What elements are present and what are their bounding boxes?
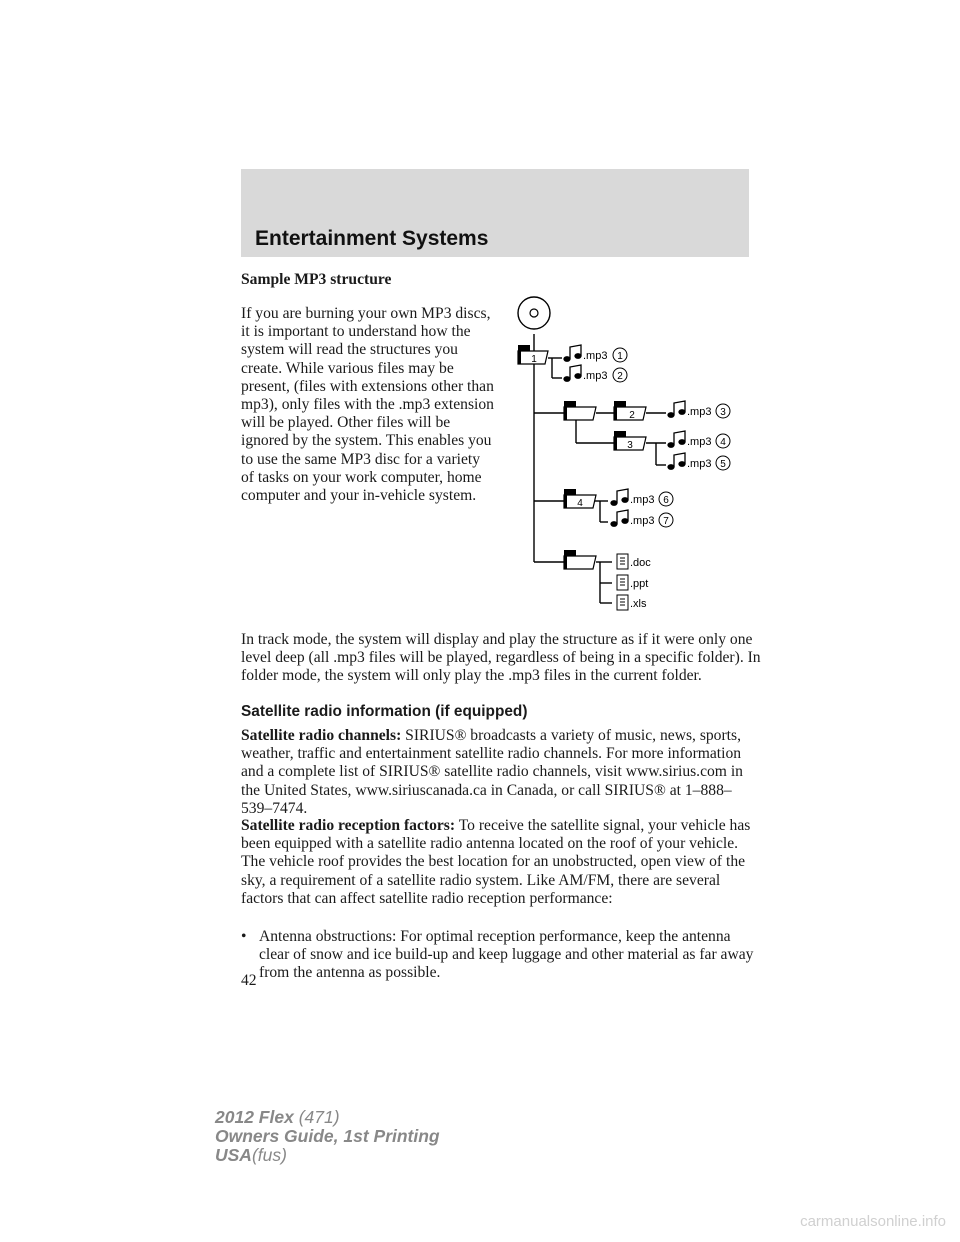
music-note-icon: [611, 510, 628, 526]
folder-label: 1: [531, 354, 537, 365]
document-footer: [215, 1108, 440, 1165]
file-extension: .doc: [630, 557, 651, 569]
folder-label: 3: [627, 440, 633, 451]
track-number: 1: [617, 351, 623, 362]
track-extension: .mp3: [630, 494, 655, 506]
music-note-icon: [611, 489, 628, 505]
satellite-reception-paragraph: [241, 817, 761, 908]
footer-model-code: (471): [298, 1107, 340, 1127]
music-note-icon: [668, 453, 685, 469]
folder-icon: [564, 489, 596, 509]
footer-market-code: (fus): [251, 1145, 287, 1165]
track-extension: .mp3: [630, 515, 655, 527]
track-extension: .mp3: [687, 406, 712, 418]
track-extension: .mp3: [583, 350, 608, 362]
document-icon: [617, 575, 628, 590]
file-extension: .xls: [630, 598, 647, 610]
file-extension: .ppt: [630, 578, 649, 590]
music-note-icon: [668, 401, 685, 417]
music-note-icon: [564, 365, 581, 381]
music-note-icon: [564, 345, 581, 361]
page-section-title: Entertainment Systems: [255, 227, 489, 250]
satellite-radio-heading: Satellite radio information (if equipped): [241, 703, 528, 720]
section-header-band: [241, 169, 749, 257]
track-extension: .mp3: [687, 458, 712, 470]
track-extension: .mp3: [687, 436, 712, 448]
document-icon: [617, 554, 628, 569]
track-number: 7: [663, 516, 669, 527]
watermark: carmanualsonline.info: [800, 1213, 946, 1230]
track-number: 6: [663, 495, 669, 506]
satellite-channels-paragraph: [241, 727, 761, 818]
bullet-marker: •: [241, 928, 247, 945]
satellite-channels-text: SIRIUS® broadcasts a variety of music, news, sports, weather, traffic and entertainment satellite radio channels. For more information and a complete list of SIRIUS® satellite radio channels, visit www.sirius.com in the United States, www.siriuscanada.ca in Canada, or call SIRIUS® at 1–888–539–7474.: [241, 727, 743, 817]
track-number: 5: [720, 459, 726, 470]
mp3-intro-paragraph: If you are burning your own MP3 discs, it is important to understand how the system will read the structures you create. While various files may be present, (files with extensions other than mp3), only files with the .mp3 extension will be played. Other files will be ignored by the system. This enables you to use the same MP3 disc for a variety of tasks on your work computer, home computer and your in-vehicle system.: [241, 305, 494, 505]
folder-icon: [518, 345, 548, 365]
footer-guide-edition: Owners Guide, 1st Printing: [215, 1126, 440, 1146]
track-mode-paragraph: In track mode, the system will display and play the structure as if it were only one level deep (all .mp3 files will be played, regardless of being in a specific folder). In folder mode, the system will only play the .mp3 files in the current folder.: [241, 631, 761, 685]
mp3-structure-heading: Sample MP3 structure: [241, 271, 392, 288]
folder-icon: [564, 550, 596, 569]
mp3-folder-structure-diagram: [510, 292, 760, 617]
track-number: 2: [617, 371, 623, 382]
satellite-channels-label: Satellite radio channels:: [241, 727, 402, 744]
satellite-reception-text: To receive the satellite signal, your vehicle has been equipped with a satellite radio antenna located on the roof of your vehicle. The vehicle roof provides the best location for an unobstructed, open view of the sky, a requirement of a satellite radio system. Like AM/FM, there are several factors that can affect satellite radio reception performance:: [241, 817, 751, 907]
folder-label: 2: [629, 410, 635, 421]
antenna-obstructions-bullet: Antenna obstructions: For optimal reception performance, keep the antenna clear of snow and ice build-up and keep luggage and other material as far away from the antenna as possible.: [259, 928, 754, 982]
folder-icon: [614, 431, 646, 451]
document-icon: [617, 595, 628, 610]
track-number: 4: [720, 437, 726, 448]
satellite-reception-label: Satellite radio reception factors:: [241, 817, 456, 834]
footer-model: 2012 Flex: [215, 1107, 294, 1127]
music-note-icon: [668, 431, 685, 447]
footer-market: USA: [215, 1145, 252, 1165]
track-number: 3: [720, 407, 726, 418]
folder-label: 4: [577, 498, 583, 509]
folder-icon: [614, 401, 646, 421]
folder-icon: [564, 401, 596, 420]
page-number: 42: [241, 972, 257, 989]
track-extension: .mp3: [583, 370, 608, 382]
disc-icon: [518, 297, 550, 329]
